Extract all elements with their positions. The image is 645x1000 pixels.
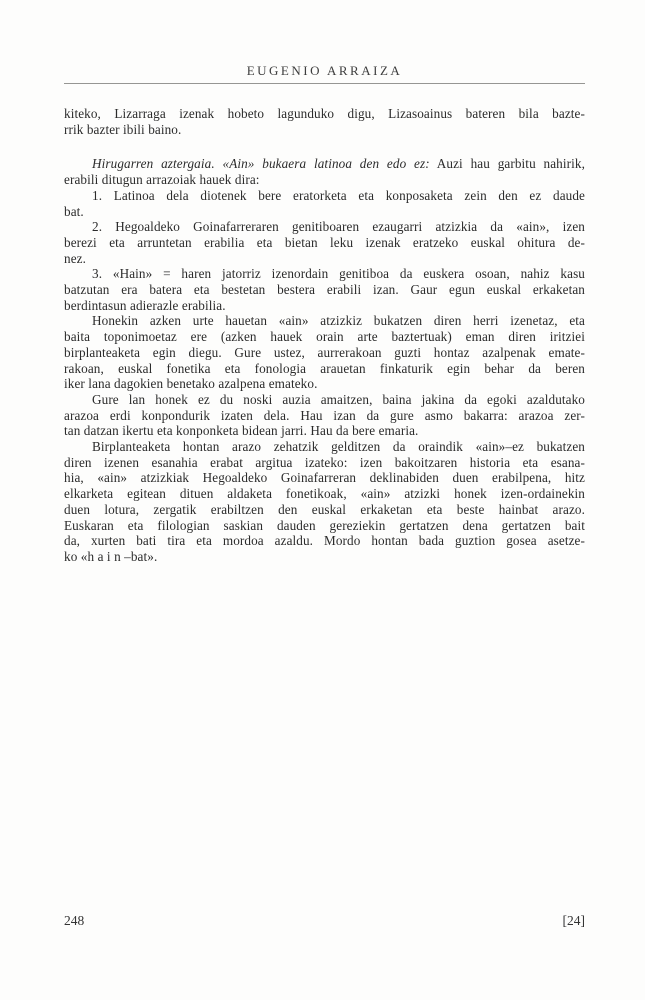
text-line: batzutan era batera eta bestetan bestera erabili izan. Gaur egun euskal erkaketan [64,282,585,298]
text-line [64,156,585,172]
text-line: hia, «ain» atzizkiak Hegoaldeko Goinafarreran deklinabiden duen erabilpena, hitz [64,470,585,486]
paragraph [64,313,585,392]
text-line: nez. [64,250,86,266]
paragraph [64,392,585,439]
paragraph [64,439,585,565]
text-line: da, xurten bati tira eta mordoa azaldu. Mordo hontan bada guztion gosea asetze- [64,533,585,549]
paragraph [64,106,585,137]
issue-number: [24] [562,913,585,928]
text-line: erabili ditugun arrazoiak hauek dira: [64,172,260,188]
text-line: Honekin azken urte hauetan «ain» atzizkiz bukatzen diren herri izenetaz, eta [92,313,585,329]
text-line: berezi eta arruntetan erabilia eta bietan leku izenak eratzeko euskal ohitura de- [64,234,585,250]
paragraph [64,219,585,266]
text-line: 1. Latinoa dela diotenek bere eratorketa eta konposaketa zein den ez daude [92,187,585,203]
text-line: 2. Hegoaldeko Goinafarreraren genitiboaren ezaugarri atzizkia da «ain», izen [92,219,585,235]
page-footer [64,913,585,929]
paragraph [64,266,585,313]
text-line: rrik bazter ibili baino. [64,121,182,137]
text-line: Euskaran eta filologian saskian dauden gereziekin gertatzen dena gertatzen bait [64,517,585,533]
text-line: diren izenen esanahia erabat argitua izateko: izen bakoitzaren historia eta esana- [64,454,585,470]
text-line: birplanteaketa egin diegu. Gure ustez, aurrerakoan guzti hontaz azalpenak emate- [64,344,585,360]
paragraph [64,188,585,219]
text-line: duen lotura, zergatik erabiltzen den euskal erkaketan eta beste hainbat arazo. [64,501,585,517]
text-line: baita toponimoetaz ere (azken hauek orain arte baztertuak) eman diren iritziei [64,329,585,345]
italic-text-segment: Hirugarren aztergaia. «Ain» bukaera latinoa den edo ez: [92,156,430,172]
text-segment: Auzi hau garbitu nahirik, [429,156,585,172]
paragraph [64,156,585,187]
text-line: Birplanteaketa hontan arazo zehatzik gelditzen da oraindik «ain»–ez bukatzen [92,439,585,455]
text-line: arazoa erdi konpondurik izaten dela. Hau izan da gure asmo bakarra: arazoa zer- [64,407,585,423]
text-line: rakoan, euskal fonetika eta fonologia arauetan finkaturik egin behar da beren [64,360,585,376]
text-line: berdintasun adierazle erabilia. [64,297,226,313]
text-line: elkarketa egitean dituen aldaketa fonetikoak, «ain» atzizki honek izen-ordainekin [64,486,585,502]
text-line: ko «h a i n –bat». [64,548,158,564]
text-line: 3. «Hain» = haren jatorriz izenordain genitiboa da euskera osoan, nahiz kasu [92,266,585,282]
text-line: tan datzan ikertu eta konponketa bidean jarri. Hau da bere emaria. [64,423,419,439]
text-line: kiteko, Lizarraga izenak hobeto lagunduko digu, Lizasoainus bateren bila bazte- [64,106,585,121]
text-body [64,106,585,565]
page-number: 248 [64,913,85,928]
text-line: Gure lan honek ez du noski auzia amaitzen, baina jakina da egoki azaldutako [92,391,585,407]
text-line: bat. [64,203,84,219]
text-line: iker lana dagokien benetako azalpena emateko. [64,376,318,392]
running-header: EUGENIO ARRAIZA [64,63,585,84]
